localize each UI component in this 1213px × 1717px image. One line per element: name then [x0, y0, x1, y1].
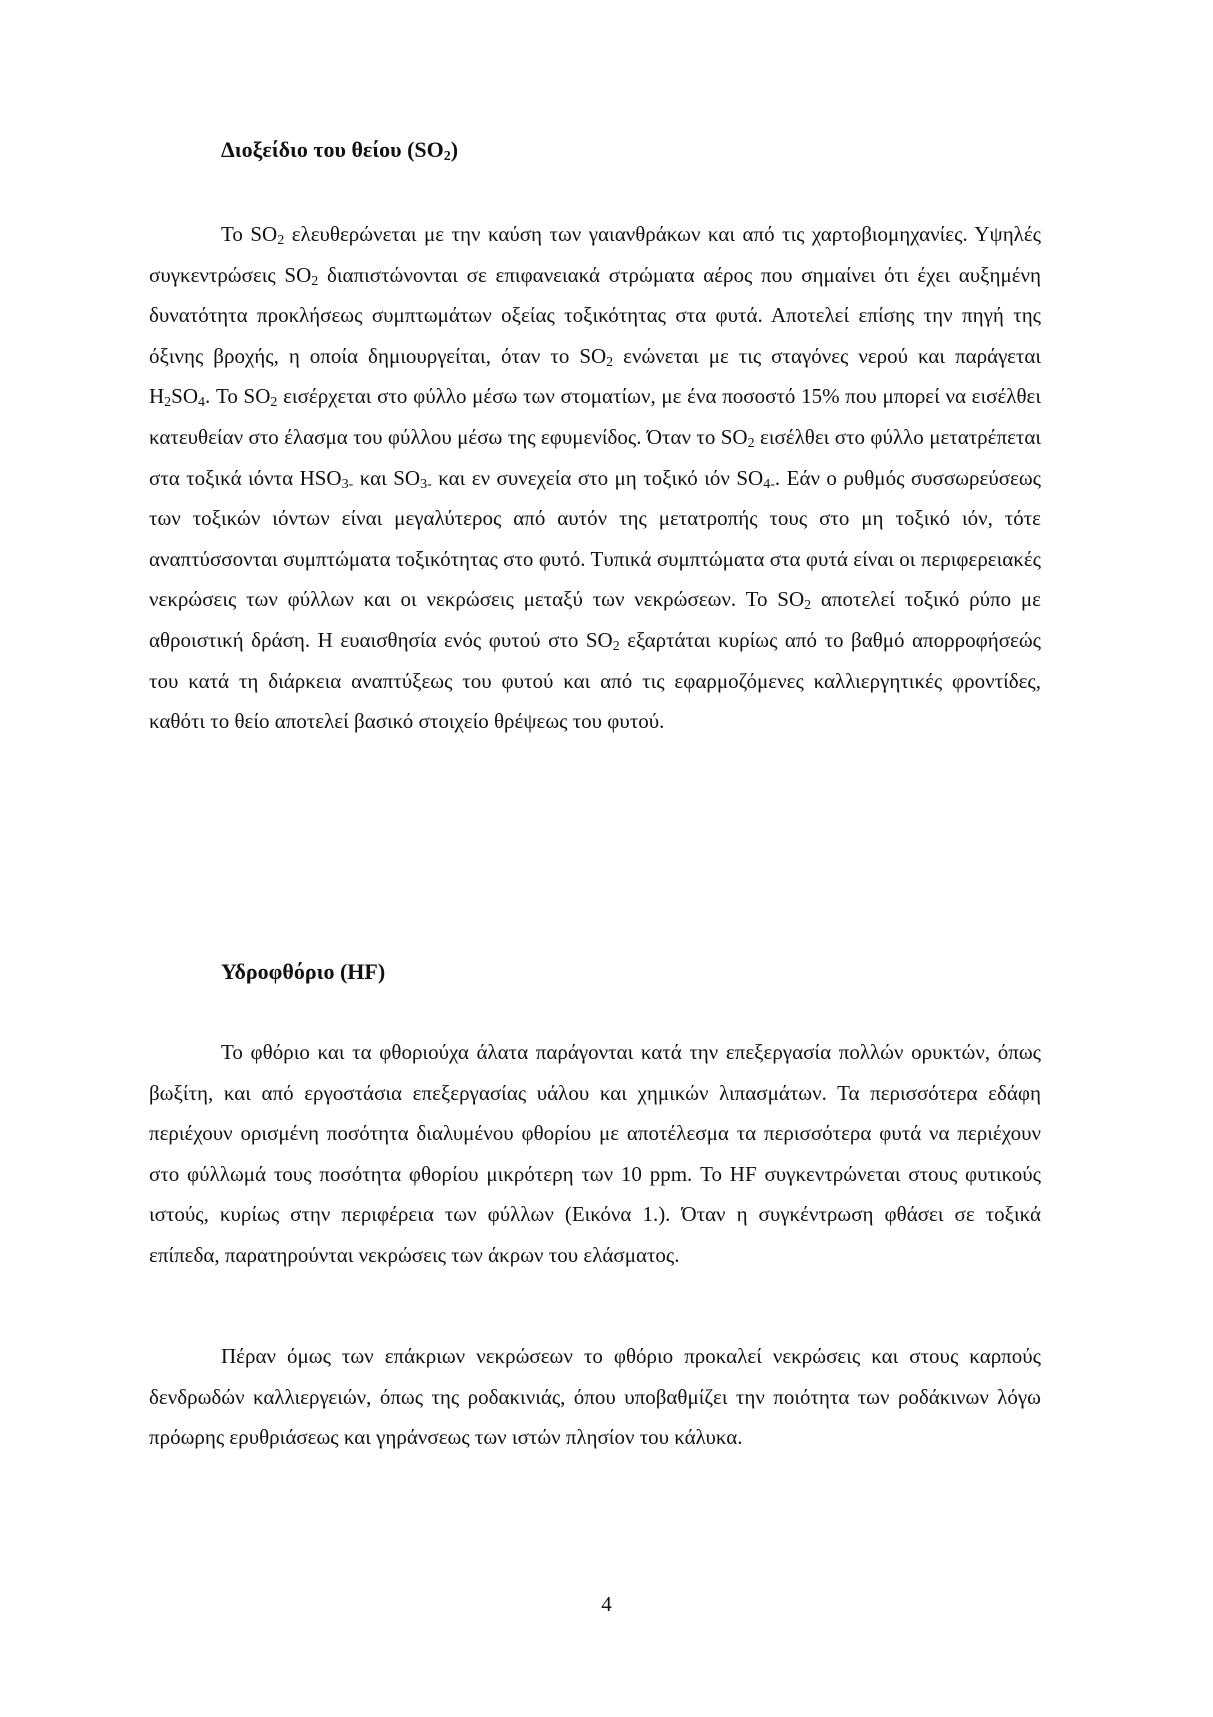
page-number: 4	[601, 1592, 612, 1616]
subscript: 2	[311, 273, 319, 289]
subscript: 3-	[420, 476, 432, 492]
text-run: εισέρχεται στο φύλλο μέσω των στοματίων, με ένα ποσοστό 15% που μπορεί να εισέλθει κατευθείαν στο έλασμα του φύλλου μέσω της εφυμενίδος. Όταν το SO	[149, 384, 1041, 449]
subscript: 2	[804, 598, 812, 614]
heading-so2-subscript: 2	[443, 149, 451, 164]
text-run: . Εάν ο ρυθμός συσσωρεύσεως των τοξικών ιόντων είναι μεγαλύτερος από αυτόν της μετατροπής τους στο μη τοξικό ιόν, τότε αναπτύσσονται συμπτώματα τοξικότητας στο φυτό. Τυπικά συμπτώματα στα φυτά είναι οι περιφερειακές νεκρώσεις των φύλλων και οι νεκρώσεις μεταξύ των νεκρώσεων. Το SO	[149, 465, 1041, 612]
subscript: 2	[270, 395, 278, 411]
text-run: Το SO	[221, 222, 278, 246]
text-run: SO	[171, 384, 199, 409]
text-run: και SO	[353, 465, 421, 490]
heading-so2-close: )	[450, 137, 459, 162]
text-run: εισέλθει στο φύλλο μετατρέπεται στα τοξικά ιόντα HSO	[149, 424, 1041, 490]
text-run: ενώνεται με τις σταγόνες νερού και παράγεται H	[149, 343, 1041, 409]
paragraph-hf-2	[149, 1336, 1041, 1458]
subscript: 2	[747, 435, 755, 451]
text-run: διαπιστώνονται σε επιφανειακά στρώματα αέρος που σημαίνει ότι έχει αυξημένη δυνατότητα προκλήσεως συμπτωμάτων οξείας τοξικότητας στα φυτά. Αποτελεί επίσης την πηγή της όξινης βροχής, η οποία δημιουργείται, όταν το SO	[149, 262, 1041, 368]
text-run: αποτελεί τοξικό ρύπο με αθροιστική δράση. Η ευαισθησία ενός φυτού στο SO	[149, 587, 1041, 652]
subscript: 4-	[763, 476, 775, 492]
text-run: Πέραν όμως των επάκριων νεκρώσεων το φθόριο προκαλεί νεκρώσεις και στους καρπούς δενδρωδών καλλιεργειών, όπως της ροδακινιάς, όπου υποβαθμίζει την ποιότητα των ροδάκινων λόγω πρόωρης ερυθριάσεως και γηράνσεως των ιστών πλησίον του κάλυκα.	[149, 1344, 1041, 1450]
subscript: 4	[198, 395, 206, 411]
subscript: 2	[612, 638, 620, 654]
subscript: 3-	[341, 476, 354, 492]
text-run: εξαρτάται κυρίως από το βαθμό απορροφήσεώς του κατά τη διάρκεια αναπτύξεως του φυτού και από τις εφαρμοζόμενες καλλιεργητικές φροντίδες, καθότι το θείο αποτελεί βασικό στοιχείο θρέψεως του φυτού.	[149, 627, 1041, 734]
text-run: ελευθερώνεται με την καύση των γαιανθράκων και από τις χαρτοβιομηχανίες. Υψηλές συγκεντρώσεις SO	[149, 222, 1041, 287]
section-heading-hf: Υδροφθόριο (HF)	[221, 959, 386, 984]
subscript: 2	[606, 354, 614, 370]
subscript: 2	[164, 395, 172, 411]
paragraph-so2	[149, 214, 1041, 742]
subscript: 2	[277, 233, 285, 248]
paragraph-hf-1	[149, 1032, 1041, 1276]
text-run: και εν συνεχεία στο μη τοξικό ιόν SO	[431, 465, 764, 490]
text-run: Το φθόριο και τα φθοριούχα άλατα παράγονται κατά την επεξεργασία πολλών ορυκτών, όπως βωξίτη, και από εργοστάσια επεξεργασίας υάλου και χημικών λιπασμάτων. Τα περισσότερα εδάφη περιέχουν ορισμένη ποσότητα διαλυμένου φθορίου με αποτέλεσμα τα περισσότερα φυτά να περιέχουν στο φύλλωμά τους ποσότητα φθορίου μικρότερη των 10 ppm. Το HF συγκεντρώνεται στους φυτικούς ιστούς, κυρίως στην περιφέρεια των φύλλων (Εικόνα 1.). Όταν η συγκέντρωση φθάσει σε τοξικά επίπεδα, παρατηρούνται νεκρώσεις των άκρων του ελάσματος.	[149, 1040, 1041, 1267]
text-run: . Το SO	[205, 384, 271, 409]
heading-so2-text: Διοξείδιο του θείου (SO	[221, 137, 444, 162]
section-heading-so2	[221, 136, 458, 164]
